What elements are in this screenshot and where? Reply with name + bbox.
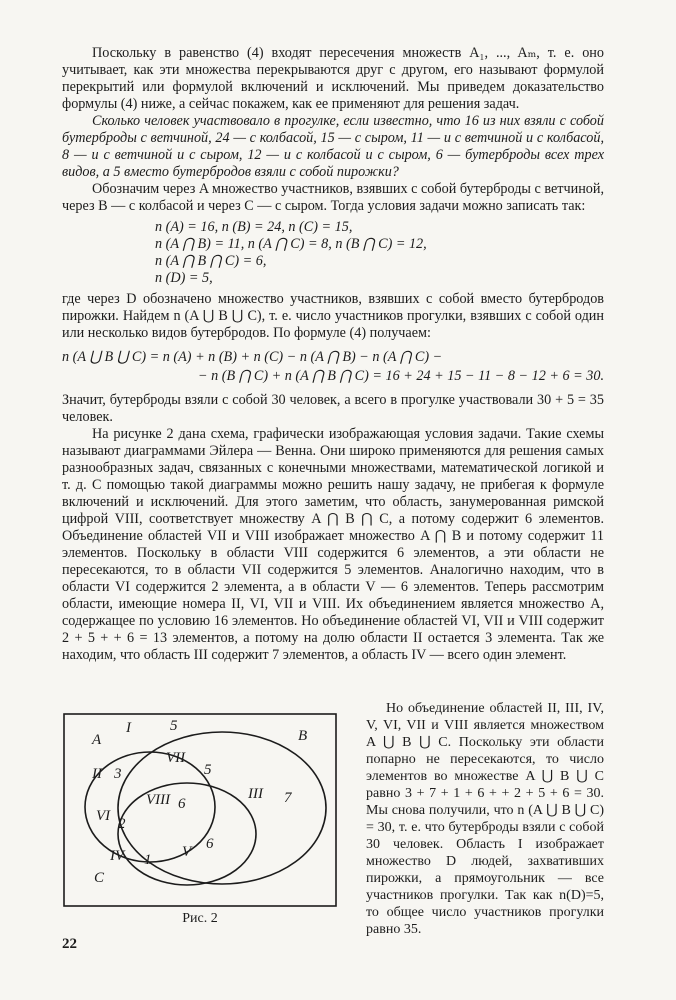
region-iv-label: IV [110, 848, 125, 864]
inclusion-exclusion-formula [62, 348, 604, 386]
formula-line: n (A ⋃ B ⋃ C) = n (A) + n (B) + n (C) − n (A ⋂ B) − n (A ⋂ C) − [62, 349, 443, 365]
region-vii-label: VII [166, 750, 186, 766]
region-iii-label: III [248, 786, 263, 802]
paragraph-7: Но объединение областей II, III, IV, V, VI, VII и VIII является множеством A ⋃ B ⋃ C. Поскольку эти области попарно не пересекаются, то число элементов во множестве A ⋃ B ⋃ C равно 3 + 7 + 1 + 6 + + 2 + 5 + 6 = 30. Мы снова получили, что n (A ⋃ B ⋃ C) = 30, т. е. что бутерброды взяли с собой 30 человек. Область I изображает множество D людей, захвативших пирожки, а прямоугольник — все участников прогулки. Так как n(D)=5, то общее число участников прогулки равно 35. [366, 701, 604, 937]
label-set-c: C [94, 870, 105, 886]
main-text [62, 45, 604, 664]
formula-line: n (A) = 16, n (B) = 24, n (C) = 15, [155, 219, 353, 235]
region-v-label: V [182, 844, 192, 860]
region-vi-count: 2 [118, 816, 126, 832]
region-v-count: 6 [206, 836, 214, 852]
region-vi-label: VI [96, 808, 111, 824]
label-set-a: A [92, 732, 102, 748]
page-number: 22 [62, 936, 77, 952]
region-i-label: I [126, 720, 131, 736]
paragraph-4: где через D обозначено множество участников, взявших с собой вместо бутербродов пирожки. Найдем n (A ⋃ B ⋃ C), т. е. число участников прогулки, взявших с собой один или несколько видов бутербродов. По формуле (4) получаем: [62, 291, 604, 341]
region-viii-label: VIII [146, 792, 171, 808]
formula-line: n (D) = 5, [155, 270, 213, 286]
formula-line: − n (B ⋂ C) + n (A ⋂ B ⋂ C) = 16 + 24 + 15 − 11 − 8 − 12 + 6 = 30. [198, 368, 604, 384]
conditions-formulas [155, 219, 604, 287]
region-viii-count: 6 [178, 796, 186, 812]
paragraph-3: Обозначим через A множество участников, взявших с собой бутерброды с ветчиной, через B — с колбасой и через C — с сыром. Тогда условия задачи можно записать так: [62, 181, 605, 214]
set-c-ellipse [118, 783, 256, 885]
label-set-b: B [298, 728, 308, 744]
region-i-count: 5 [170, 718, 178, 734]
paragraph-6: На рисунке 2 дана схема, графически изображающая условия задачи. Такие схемы называют диаграммами Эйлера — Венна. Они широко применяются для решения самых разнообразных задач, связанных с конечными множествами, математической логикой и т. д. С помощью такой диаграммы можно решить нашу задачу, не прибегая к формуле включений и исключений. Для этого заметим, что область, занумерованная римской цифрой VIII, соответствует множеству A ⋂ B ⋂ C, а потому содержит 6 элементов. Объединение областей VII и VIII изображает множество A ⋂ B и потому содержит 11 элементов. Поскольку в области VIII содержится 6 элементов, а эти области не пересекаются, то в области VII содержится 5 элементов. Аналогично находим, что в области VI содержится 2 элемента, а в области V — 6 элементов. Теперь рассмотрим области, имеющие номера II, VI, VII и VIII. Их объединением является множество A, содержащее по условию 16 элементов. Но объединение областей VI, VII и VIII содержит 2 + 5 + + 6 = 13 элементов, а потому на долю области II остается 3 элемента. Так же находим, что область III содержит 7 элементов, а область IV — всего один элемент. [62, 426, 604, 663]
figure-caption: Рис. 2 [182, 911, 218, 926]
region-iii-count: 7 [284, 790, 292, 806]
region-ii-count: 3 [114, 766, 122, 782]
venn-diagram-figure [62, 712, 338, 934]
problem-statement: Сколько человек участвовало в прогулке, если известно, что 16 из них взяли с собой бутерброды с ветчиной, 24 — с колбасой, 15 — с сыром, 11 — и с ветчиной и с колбасой, 8 — и с ветчиной и с сыром, 12 — и с колбасой и с сыром, 6 — бутерброды всех трех видов, а 5 вместо бутербродов взяли с собой пирожки? [62, 113, 604, 180]
region-ii-label: II [92, 766, 102, 782]
formula-line: n (A ⋂ B ⋂ C) = 6, [155, 253, 267, 269]
side-text [366, 700, 604, 938]
region-iv-count: 1 [144, 852, 152, 868]
formula-line: n (A ⋂ B) = 11, n (A ⋂ C) = 8, n (B ⋂ C) = 12, [155, 236, 427, 252]
venn-diagram [62, 712, 338, 910]
paragraph-1: Поскольку в равенство (4) входят пересечения множеств A₁, ..., Aₘ, т. е. оно учитывает, как эти множества перекрываются друг с другом, его называют формулой перекрытий или формулой включений и исключений. Мы приведем доказательство формулы (4) ниже, а сейчас покажем, как ее применяют для решения задач. [62, 45, 604, 112]
region-vii-count: 5 [204, 762, 212, 778]
paragraph-5: Значит, бутерброды взяли с собой 30 человек, а всего в прогулке участвовали 30 + 5 = 35 человек. [62, 392, 604, 425]
